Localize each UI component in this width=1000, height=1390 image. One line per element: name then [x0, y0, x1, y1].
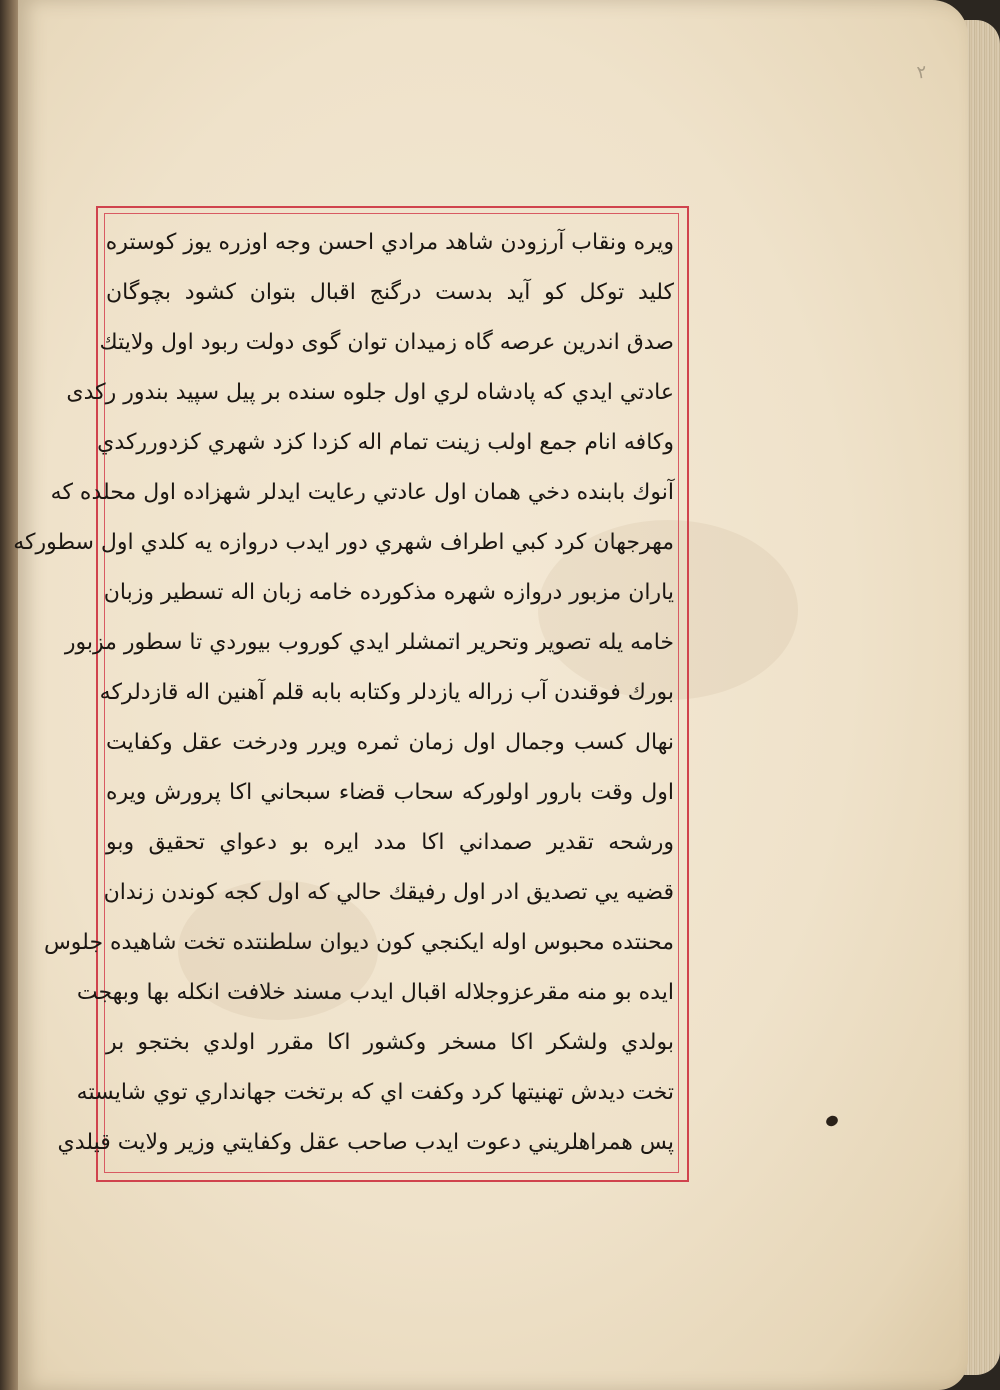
text-line: مهرجهان كرد كبي اطراف شهري دور ايدب دروازه يه كلدي اول سطوركه [13, 530, 674, 555]
text-line: بولدي ولشكر اكا مسخر وكشور اكا مقرر اولدي بختجو بر [106, 1030, 674, 1055]
text-line: صدق اندرين عرصه گاه زميدان توان گوی دولت ربود اول ولايتك [99, 330, 674, 355]
text-line: محنتده محبوس اوله ايكنجي كون ديوان سلطنتده تخت شاهيده جلوس [43, 930, 674, 955]
text-line: نهال كسب وجمال اول زمان ثمره ويرر ودرخت عقل وكفايت [106, 730, 674, 755]
text-line: بورك فوقندن آب زراله يازدلر وكتابه بابه قلم آهنين اله قازدلركه [99, 680, 674, 705]
text-line: آنوك بابنده دخي همان اول عادتي رعايت ايدلر شهزاده اول محلده كه [50, 480, 674, 505]
text-line: ورشحه تقدير صمداني اكا مدد ايره بو دعواي تحقيق وبو [106, 830, 674, 855]
text-line: وكافه انام جمع اولب زينت تمام اله كزدا كزد شهري كزدورركدي [97, 430, 674, 455]
text-line: كليد توكل كو آيد بدست درگنج اقبال بتوان كشود بچوگان [106, 280, 674, 305]
text-line: اول وقت بارور اولوركه سحاب قضاء سبحاني اكا پرورش ويره [106, 780, 674, 805]
text-line: خامه يله تصوير وتحرير اتمشلر ايدي كوروب بيوردي تا سطور مزبور [64, 630, 674, 655]
text-line: قضيه يي تصديق ادر اول رفيقك حالي كه اول كجه كوندن زندان [103, 880, 674, 905]
text-line: تخت ديدش تهنيتها كرد وكفت اي كه برتخت جهانداري توي شايسته [76, 1080, 674, 1105]
text-line: پس همراهلريني دعوت ايدب صاحب عقل وكفايتي وزير ولايت قيلدي [57, 1130, 674, 1155]
text-line: ويره ونقاب آرزودن شاهد مرادي احسن وجه اوزره يوز كوستره [105, 230, 674, 255]
text-line: ايده بو منه مقرعزوجلاله اقبال ايدب مسند خلافت انكله بها وبهجت [76, 980, 674, 1005]
folio-number: ٢ [915, 61, 929, 84]
text-block [13, 218, 674, 1168]
text-line: ياران مزبور دروازه شهره مذكورده خامه زبان اله تسطير وزبان [103, 580, 674, 605]
text-line: عادتي ايدي كه پادشاه لري اول جلوه سنده بر پيل سپيد بندور ركدى [66, 380, 674, 405]
